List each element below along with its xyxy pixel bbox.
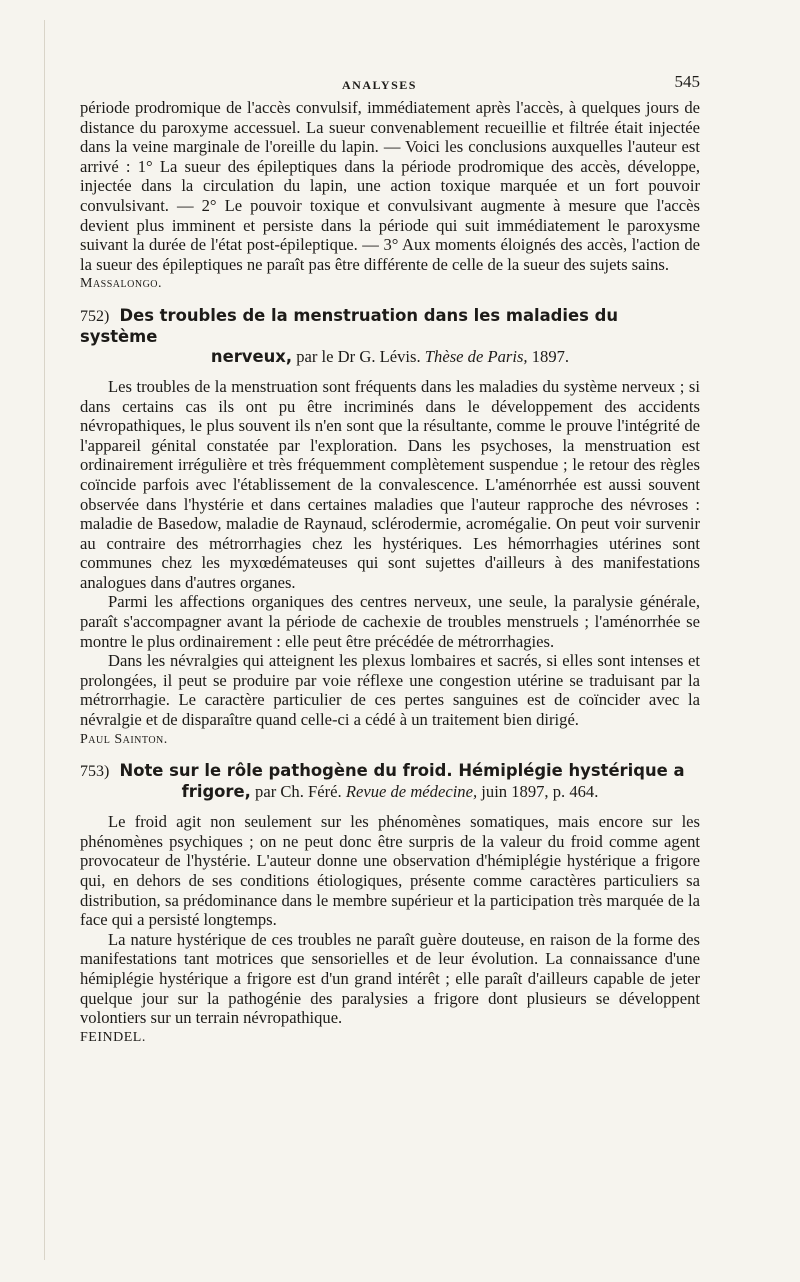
intro-signature: Massalongo. — [80, 276, 163, 292]
article-753-signature: FEINDEL. — [80, 1029, 146, 1045]
article-753-date: juin 1897, p. 464. — [481, 782, 599, 802]
article-752-heading — [80, 306, 700, 367]
article-753-source: Revue de médecine, — [345, 782, 478, 802]
article-752-signature: Paul Sainton. — [80, 731, 168, 747]
article-753-byline: par Ch. Féré. — [255, 782, 342, 802]
intro-paragraph: période prodromique de l'accès convulsif, immédiatement après l'accès, à quelques jours de distance du paroxyme accessuel. La sueur convenablement recueillie et filtrée était injectée dans la veine marginale de l'oreille du lapin. — Voici les conclusions auxquelles l'auteur est arrivé : 1° La sueur des épileptiques dans la période prodromique des accès, développe, injectée dans la circulation du lapin, une action toxique marquée et un fort pouvoir convulsivant. — 2° Le pouvoir toxique et convulsivant augmente à mesure que l'accès devient plus imminent et persiste dans la période qui suit immédiatement le paroxysme suivant la durée de l'état post-épileptique. — 3° Aux moments éloignés des accès, l'action de la sueur des épileptiques ne paraît pas être différente de celle de la sueur des sujets sains. — [80, 98, 700, 274]
article-752-source: Thèse de Paris, — [424, 346, 528, 366]
article-753-number: 753) — [80, 763, 110, 781]
article-752-number: 752) — [80, 307, 110, 325]
article-752-title: Des troubles de la menstruation dans les maladies du système — [80, 305, 619, 346]
article-753-paragraph-1: Le froid agit non seulement sur les phénomènes somatiques, mais encore sur les phénomènes psychiques ; on ne peut donc être surpris de la valeur du froid comme agent provocateur de l'hystérie. L'auteur donne une observation d'hémiplégie hystérique a frigore qui, en dehors de ses conditions étiologiques, présente comme caractères particuliers sa distribution, sa prédominance dans le membre supérieur et la participation très marquée de la face qui a persisté longtemps. — [80, 812, 700, 930]
header-title: ANALYSES — [342, 78, 417, 92]
article-752-byline: par le Dr G. Lévis. — [296, 346, 421, 366]
article-753-title-cont: frigore, — [181, 782, 251, 802]
page-body — [80, 98, 700, 1047]
article-753-title: Note sur le rôle pathogène du froid. Hémiplégie hystérique a — [119, 761, 685, 781]
page-number: 545 — [674, 72, 700, 91]
article-752-title-cont: nerveux, — [210, 346, 293, 366]
article-752-heading-line2 — [80, 347, 700, 367]
article-752-year: 1897. — [531, 346, 570, 366]
article-752-paragraph-2: Parmi les affections organiques des centres nerveux, une seule, la paralysie générale, paraît s'accompagner avant la période de cachexie de troubles menstruels ; l'aménorrhée se montre le plus ordinairement : elle peut être précédée de métrorrhagies. — [80, 592, 700, 651]
article-752-paragraph-1: Les troubles de la menstruation sont fréquents dans les maladies du système nerveux ; si dans certains cas ils ont pu être incriminés dans le développement des accidents névropathiques, le plus souvent ils n'en sont que la résultante, comme le prouve l'intégrité de l'appareil génital constatée par l'exploration. Dans les psychoses, la menstruation est ordinairement irrégulière et très fréquemment complètement suspendue ; le retour des règles coïncide parfois avec l'établissement de la convalescence. L'aménorrhée est aussi souvent observée dans l'hystérie et dans certaines maladies que l'auteur rapproche des névroses : maladie de Basedow, maladie de Raynaud, sclérodermie, acromégalie. On peut voir survenir au contraire des métrorrhagies chez les hystériques. Les hémorrhagies utérines sont communes chez les myxœdémateuses qui sont sujettes d'ailleurs à des manifestations analogues dans d'autres organes. — [80, 376, 700, 592]
page-gutter-line — [44, 20, 45, 1260]
article-753-paragraph-2: La nature hystérique de ces troubles ne paraît guère douteuse, en raison de la forme des manifestations tant motrices que sensorielles et de leur évolution. La connaissance d'une hémiplégie hystérique a frigore est d'un grand intérêt ; elle paraît d'ailleurs capable de jeter quelque jour sur la pathogénie des paralysies a frigore dont plusieurs se développent volontiers sur un terrain névropathique. — [80, 929, 700, 1028]
running-header — [80, 72, 700, 96]
article-753-heading-line2 — [80, 782, 700, 802]
article-753-heading — [80, 761, 700, 802]
article-752-paragraph-3: Dans les névralgies qui atteignent les plexus lombaires et sacrés, si elles sont intenses et prolongées, il peut se produire par voie réflexe une congestion utérine se traduisant par la métrorrhagie. Le caractère particulier de ces pertes sanguines est de coïncider avec la névralgie et de disparaître quand celle-ci a cédé à un traitement bien dirigé. — [80, 651, 700, 730]
